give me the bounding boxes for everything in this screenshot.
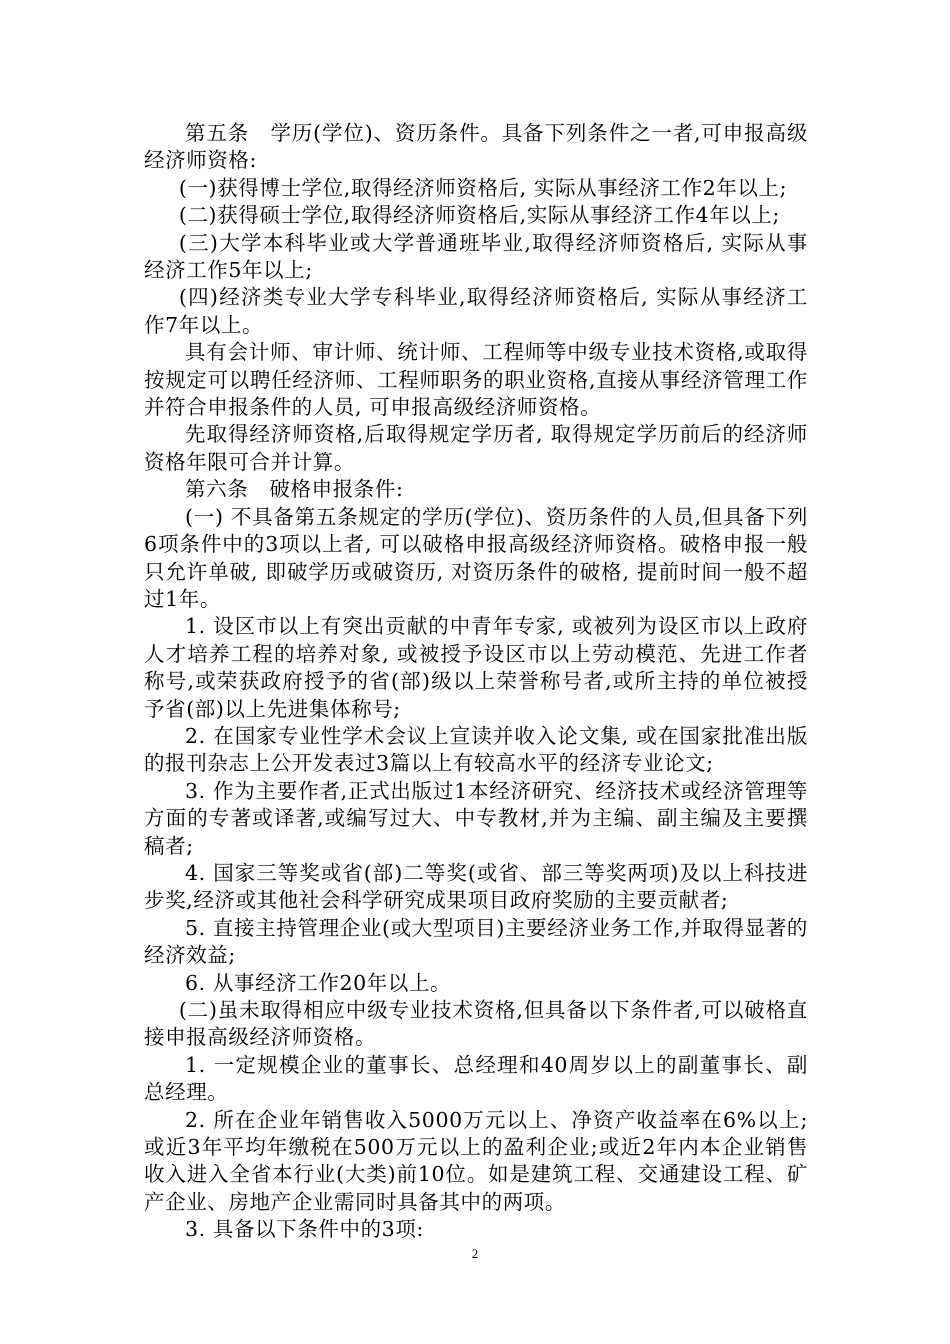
- article-6-part-2-condition-1: 1. 一定规模企业的董事长、总经理和40周岁以上的副董事长、副总经理。: [144, 1052, 808, 1105]
- article-6-part-1-condition-4: 4. 国家三等奖或省(部)二等奖(或省、部三等奖两项)及以上科技进步奖,经济或其他社会科学研究成果项目政府奖励的主要贡献者;: [144, 860, 808, 913]
- article-5-item-4: (四)经济类专业大学专科毕业,取得经济师资格后, 实际从事经济工作7年以上。: [144, 285, 808, 337]
- article-6-part-1-condition-1: 1. 设区市以上有突出贡献的中青年专家, 或被列为设区市以上政府人才培养工程的培养对象, 或被授予设区市以上劳动模范、先进工作者称号,或荣获政府授予的省(部)级以上荣誉称号者,或所主持的单位被授予省(部)以上先进集体称号;: [144, 614, 808, 721]
- document-body: [144, 120, 808, 1244]
- article-6-part-2-condition-2: 2. 所在企业年销售收入5000万元以上、净资产收益率在6%以上;或近3年平均年缴税在500万元以上的盈利企业;或近2年内本企业销售收入进入全省本行业(大类)前10位。如是建筑工程、交通建设工程、矿产企业、房地产企业需同时具备其中的两项。: [144, 1107, 808, 1214]
- article-6-part-1: (一) 不具备第五条规定的学历(学位)、资历条件的人员,但具备下列6项条件中的3项以上者, 可以破格申报高级经济师资格。破格申报一般只允许单破, 即破学历或破资历, 对资历条件的破格, 提前时间一般不超过1年。: [144, 504, 808, 611]
- article-5-note-1: 具有会计师、审计师、统计师、工程师等中级专业技术资格,或取得按规定可以聘任经济师、工程师职务的职业资格,直接从事经济管理工作并符合申报条件的人员, 可申报高级经济师资格。: [144, 340, 808, 420]
- article-5-item-2: (二)获得硕士学位,取得经济师资格后,实际从事经济工作4年以上;: [178, 203, 781, 228]
- article-6-part-1-condition-2: 2. 在国家专业性学术会议上宣读并收入论文集, 或在国家批准出版的报刊杂志上公开发表过3篇以上有较高水平的经济专业论文;: [144, 723, 808, 776]
- article-5-item-3: (三)大学本科毕业或大学普通班毕业,取得经济师资格后, 实际从事经济工作5年以上;: [144, 230, 808, 283]
- article-6-heading: 第六条 破格申报条件:: [185, 477, 404, 502]
- article-6-part-2-condition-3: 3. 具备以下条件中的3项:: [185, 1217, 424, 1242]
- article-6-part-2: (二)虽未取得相应中级专业技术资格,但具备以下条件者,可以破格直接申报高级经济师资格。: [144, 998, 808, 1050]
- article-6-part-1-condition-3: 3. 作为主要作者,正式出版过1本经济研究、经济技术或经济管理等方面的专著或译著,或编写过大、中专教材,并为主编、副主编及主要撰稿者;: [144, 778, 808, 858]
- article-5-heading: 第五条 学历(学位)、资历条件。具备下列条件之一者,可申报高级经济师资格:: [144, 121, 808, 173]
- article-5-note-2: 先取得经济师资格,后取得规定学历者, 取得规定学历前后的经济师资格年限可合并计算。: [144, 422, 808, 474]
- article-6-part-1-condition-5: 5. 直接主持管理企业(或大型项目)主要经济业务工作,并取得显著的经济效益;: [144, 915, 808, 968]
- article-5-item-1: (一)获得博士学位,取得经济师资格后, 实际从事经济工作2年以上;: [178, 175, 788, 200]
- article-6-part-1-condition-6: 6. 从事经济工作20年以上。: [185, 970, 452, 995]
- page-number: 2: [471, 1246, 479, 1261]
